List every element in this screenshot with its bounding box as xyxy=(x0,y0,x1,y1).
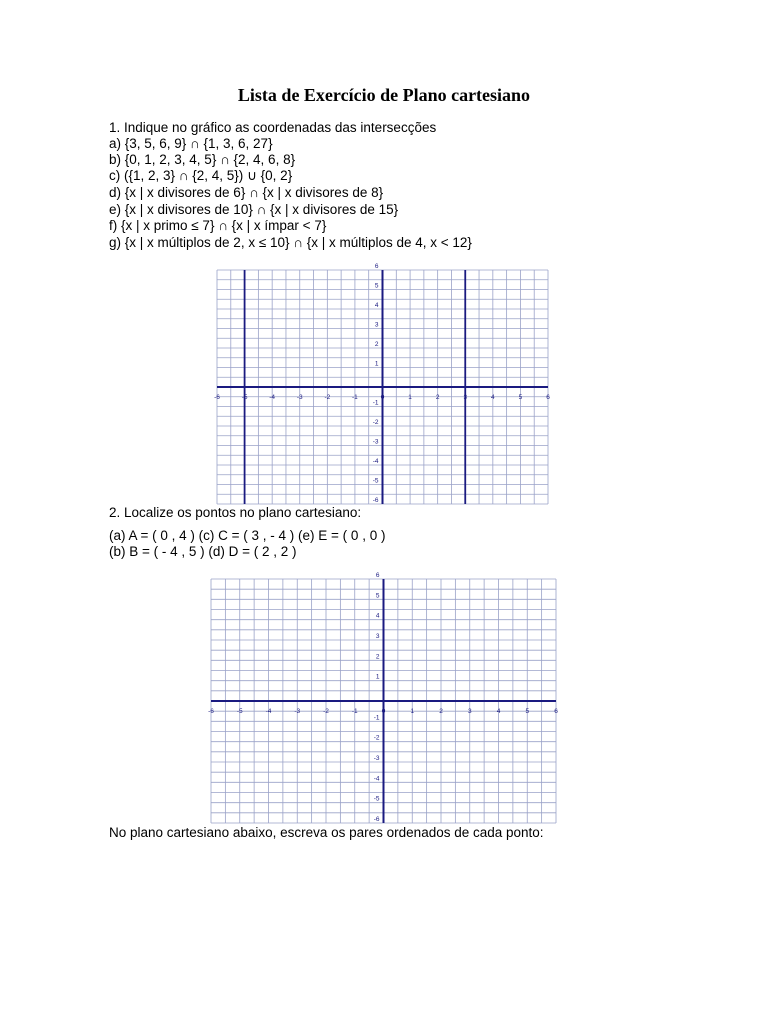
exercise1-item-e: e) {x | x divisores de 10} ∩ {x | x divisores de 15} xyxy=(109,202,399,217)
y-tick-label: -1 xyxy=(373,714,380,722)
x-tick-label: -4 xyxy=(265,708,272,715)
y-tick-label: -3 xyxy=(372,438,379,446)
y-tick-label: -6 xyxy=(373,816,380,823)
x-tick-label: -6 xyxy=(208,708,214,715)
y-tick-label: -2 xyxy=(373,734,380,742)
x-tick-label: -6 xyxy=(214,394,220,401)
x-tick-label: 6 xyxy=(546,394,550,401)
x-tick-label: -2 xyxy=(323,708,329,715)
exercise2-heading: 2. Localize os pontos no plano cartesiano: xyxy=(109,505,362,520)
x-tick-label: 1 xyxy=(408,394,412,401)
y-tick-label: -4 xyxy=(373,775,380,783)
exercise3-heading: No plano cartesiano abaixo, escreva os pares ordenados de cada ponto: xyxy=(109,825,544,840)
y-tick-label: 5 xyxy=(374,282,379,290)
y-tick-label: 4 xyxy=(374,302,379,309)
exercise1-item-g: g) {x | x múltiplos de 2, x ≤ 10} ∩ {x | x múltiplos de 4, x < 12} xyxy=(109,235,472,250)
exercise1-item-d: d) {x | x divisores de 6} ∩ {x | x divisores de 8} xyxy=(109,185,384,200)
y-tick-label: -2 xyxy=(372,419,379,426)
x-tick-label: 2 xyxy=(439,708,443,715)
x-tick-label: -1 xyxy=(352,394,358,401)
y-tick-label: 1 xyxy=(375,673,380,681)
page-title: Lista de Exercício de Plano cartesiano xyxy=(237,85,531,105)
exercise1-item-b: b) {0, 1, 2, 3, 4, 5} ∩ {2, 4, 6, 8} xyxy=(109,152,296,167)
y-tick-label: 2 xyxy=(375,653,380,661)
x-tick-label: -5 xyxy=(241,394,248,401)
x-tick-label: 3 xyxy=(463,394,468,401)
y-tick-label: 2 xyxy=(374,341,379,348)
y-tick-label: -3 xyxy=(373,755,380,762)
x-tick-label: 0 xyxy=(380,394,385,401)
y-tick-label: 1 xyxy=(374,360,379,368)
x-tick-label: 2 xyxy=(435,394,440,401)
y-tick-label: -4 xyxy=(372,458,379,465)
x-tick-label: 1 xyxy=(410,708,415,715)
exercise1-item-c: c) ({1, 2, 3} ∩ {2, 4, 5}) ∪ {0, 2} xyxy=(109,168,293,183)
y-tick-label: 3 xyxy=(374,321,379,329)
x-tick-label: -1 xyxy=(351,708,358,715)
y-tick-label: -5 xyxy=(373,795,380,803)
x-tick-label: 0 xyxy=(381,708,386,715)
x-tick-label: 4 xyxy=(496,708,501,715)
x-tick-label: -5 xyxy=(236,708,243,715)
y-tick-label: -6 xyxy=(372,497,379,504)
x-tick-label: 6 xyxy=(554,708,558,715)
cartesian-plane-2 xyxy=(208,572,558,823)
y-tick-label: -5 xyxy=(372,477,379,485)
exercise2-points-line1: (a) A = ( 0 , 4 ) (c) C = ( 3 , - 4 ) (e) E = ( 0 , 0 ) xyxy=(109,528,386,543)
x-tick-label: 5 xyxy=(518,394,523,401)
x-tick-label: -2 xyxy=(324,394,331,401)
y-tick-label: 3 xyxy=(375,633,380,640)
y-tick-label: 6 xyxy=(374,263,379,270)
cartesian-plane-1 xyxy=(214,263,550,504)
x-tick-label: 3 xyxy=(467,708,472,715)
x-tick-label: -3 xyxy=(294,708,301,715)
x-tick-label: 4 xyxy=(491,394,495,401)
x-tick-label: 5 xyxy=(525,708,530,715)
x-tick-label: -4 xyxy=(269,394,276,401)
exercise1-heading: 1. Indique no gráfico as coordenadas das intersecções xyxy=(109,120,437,135)
exercise1-item-f: f) {x | x primo ≤ 7} ∩ {x | x ímpar < 7} xyxy=(109,218,327,233)
y-tick-label: 6 xyxy=(375,572,380,579)
exercise2-points-line2: (b) B = ( - 4 , 5 ) (d) D = ( 2 , 2 ) xyxy=(109,544,297,559)
x-tick-label: -3 xyxy=(296,394,303,401)
y-tick-label: 4 xyxy=(375,612,380,620)
exercise1-item-a: a) {3, 5, 6, 9} ∩ {1, 3, 6, 27} xyxy=(109,136,273,151)
y-tick-label: -1 xyxy=(372,399,379,407)
y-tick-label: 5 xyxy=(375,592,380,600)
